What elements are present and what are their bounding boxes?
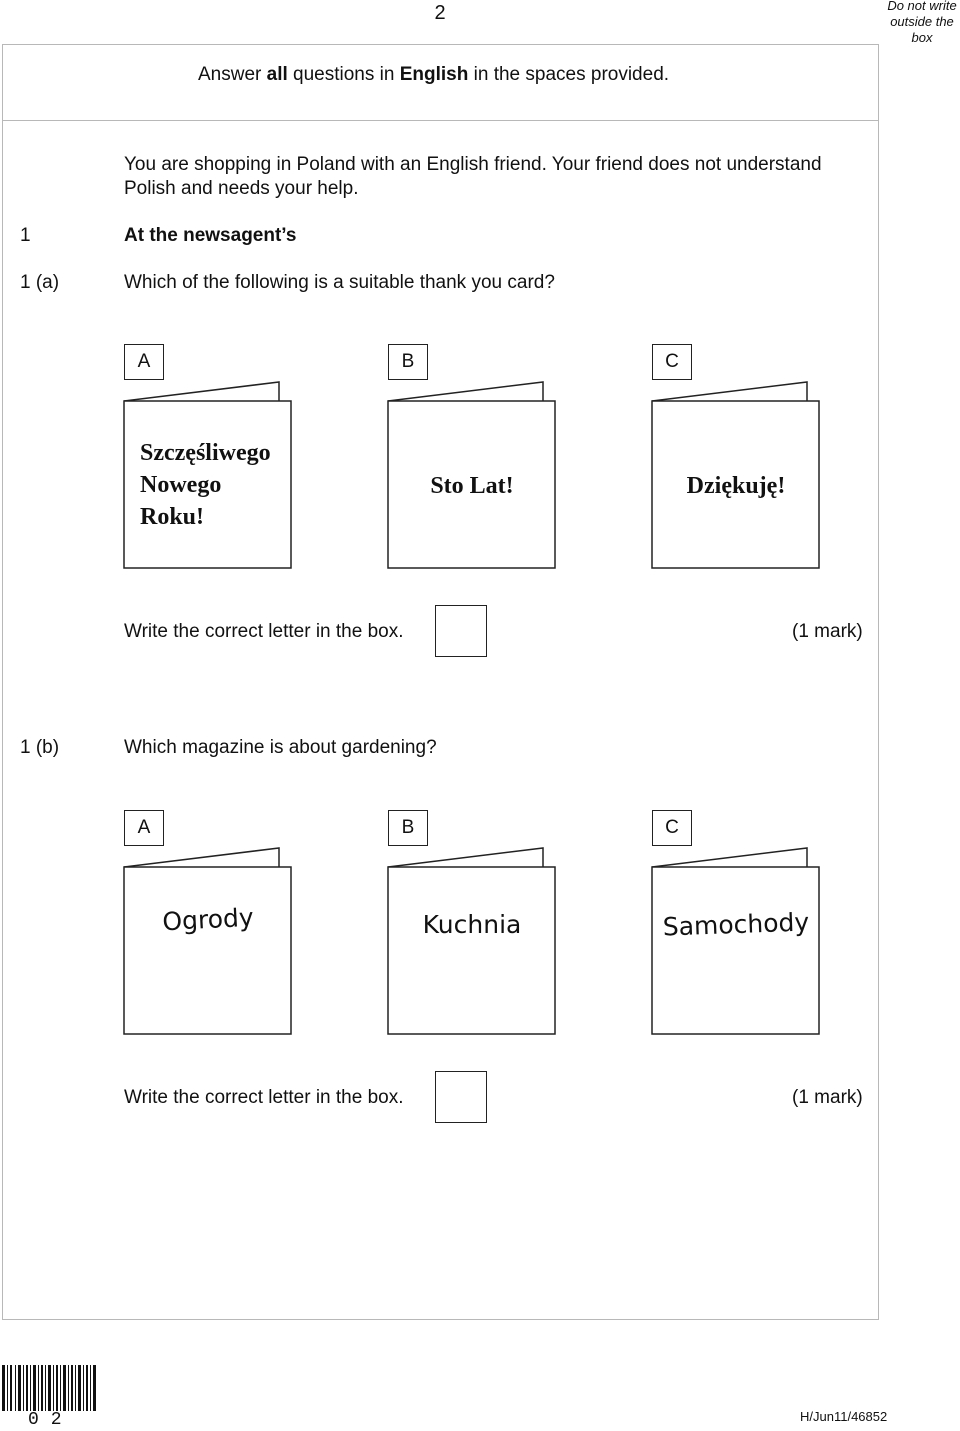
magazine-outline bbox=[123, 847, 293, 1037]
intro-line: Polish and needs your help. bbox=[124, 178, 359, 199]
answer-box[interactable] bbox=[435, 1071, 487, 1123]
magazine-option-b bbox=[387, 847, 557, 1037]
option-letter: A bbox=[124, 810, 164, 846]
card-text-line: Roku! bbox=[140, 504, 205, 530]
card-option-a bbox=[123, 381, 293, 571]
barcode-bars bbox=[2, 1365, 98, 1411]
magazine-option-c bbox=[651, 847, 821, 1037]
paper-reference: H/Jun11/46852 bbox=[800, 1409, 888, 1424]
page-number: 2 bbox=[434, 2, 446, 24]
question-text: Which magazine is about gardening? bbox=[124, 737, 437, 758]
instruction-divider bbox=[2, 120, 879, 121]
instruction-part: questions in bbox=[287, 64, 400, 85]
answer-prompt: Write the correct letter in the box. bbox=[124, 1087, 404, 1108]
answer-prompt: Write the correct letter in the box. bbox=[124, 621, 404, 642]
mark-text: (1 mark) bbox=[792, 621, 863, 642]
option-letter: B bbox=[388, 344, 428, 380]
instruction-bold: all bbox=[266, 64, 288, 85]
magazine-outline bbox=[387, 847, 557, 1037]
instruction-part: Answer bbox=[198, 64, 267, 85]
margin-note-line: Do not write bbox=[887, 0, 957, 13]
section-number: 1 bbox=[20, 225, 31, 246]
card-option-b bbox=[387, 381, 557, 571]
margin-note-line: box bbox=[911, 30, 933, 45]
instruction-bold: English bbox=[399, 64, 469, 85]
answer-box[interactable] bbox=[435, 605, 487, 657]
magazine-outline bbox=[651, 847, 821, 1037]
card-text-line: Nowego bbox=[140, 472, 222, 498]
card-text bbox=[140, 437, 271, 533]
card-option-c bbox=[651, 381, 821, 571]
margin-note bbox=[884, 0, 960, 46]
barcode bbox=[2, 1365, 98, 1413]
section-title: At the newsagent’s bbox=[124, 225, 297, 246]
option-letter: C bbox=[652, 810, 692, 846]
magazine-title: Kuchnia bbox=[422, 910, 522, 939]
mark-allocation: (1 mark) bbox=[792, 1087, 863, 1108]
instruction-text bbox=[198, 64, 669, 86]
barcode-digits: 02 bbox=[28, 1410, 74, 1430]
question-number: 1 (a) bbox=[20, 272, 60, 293]
question-number: 1 (b) bbox=[20, 737, 60, 758]
mark-allocation bbox=[792, 621, 863, 643]
instruction-part: in the spaces provided. bbox=[468, 64, 670, 85]
card-text: Dziękuję! bbox=[686, 473, 786, 499]
intro-line: You are shopping in Poland with an English friend. Your friend does not understand bbox=[124, 154, 822, 175]
option-letter: B bbox=[388, 810, 428, 846]
option-letter: A bbox=[124, 344, 164, 380]
magazine-title: Ogrody bbox=[161, 902, 255, 937]
magazine-option-a bbox=[123, 847, 293, 1037]
card-text: Sto Lat! bbox=[430, 473, 514, 499]
card-text-line: Szczęśliwego bbox=[140, 440, 271, 466]
option-letter: C bbox=[652, 344, 692, 380]
margin-note-line: outside the bbox=[890, 14, 954, 29]
question-text: Which of the following is a suitable thank you card? bbox=[124, 272, 555, 293]
magazine-title: Samochody bbox=[662, 907, 810, 942]
